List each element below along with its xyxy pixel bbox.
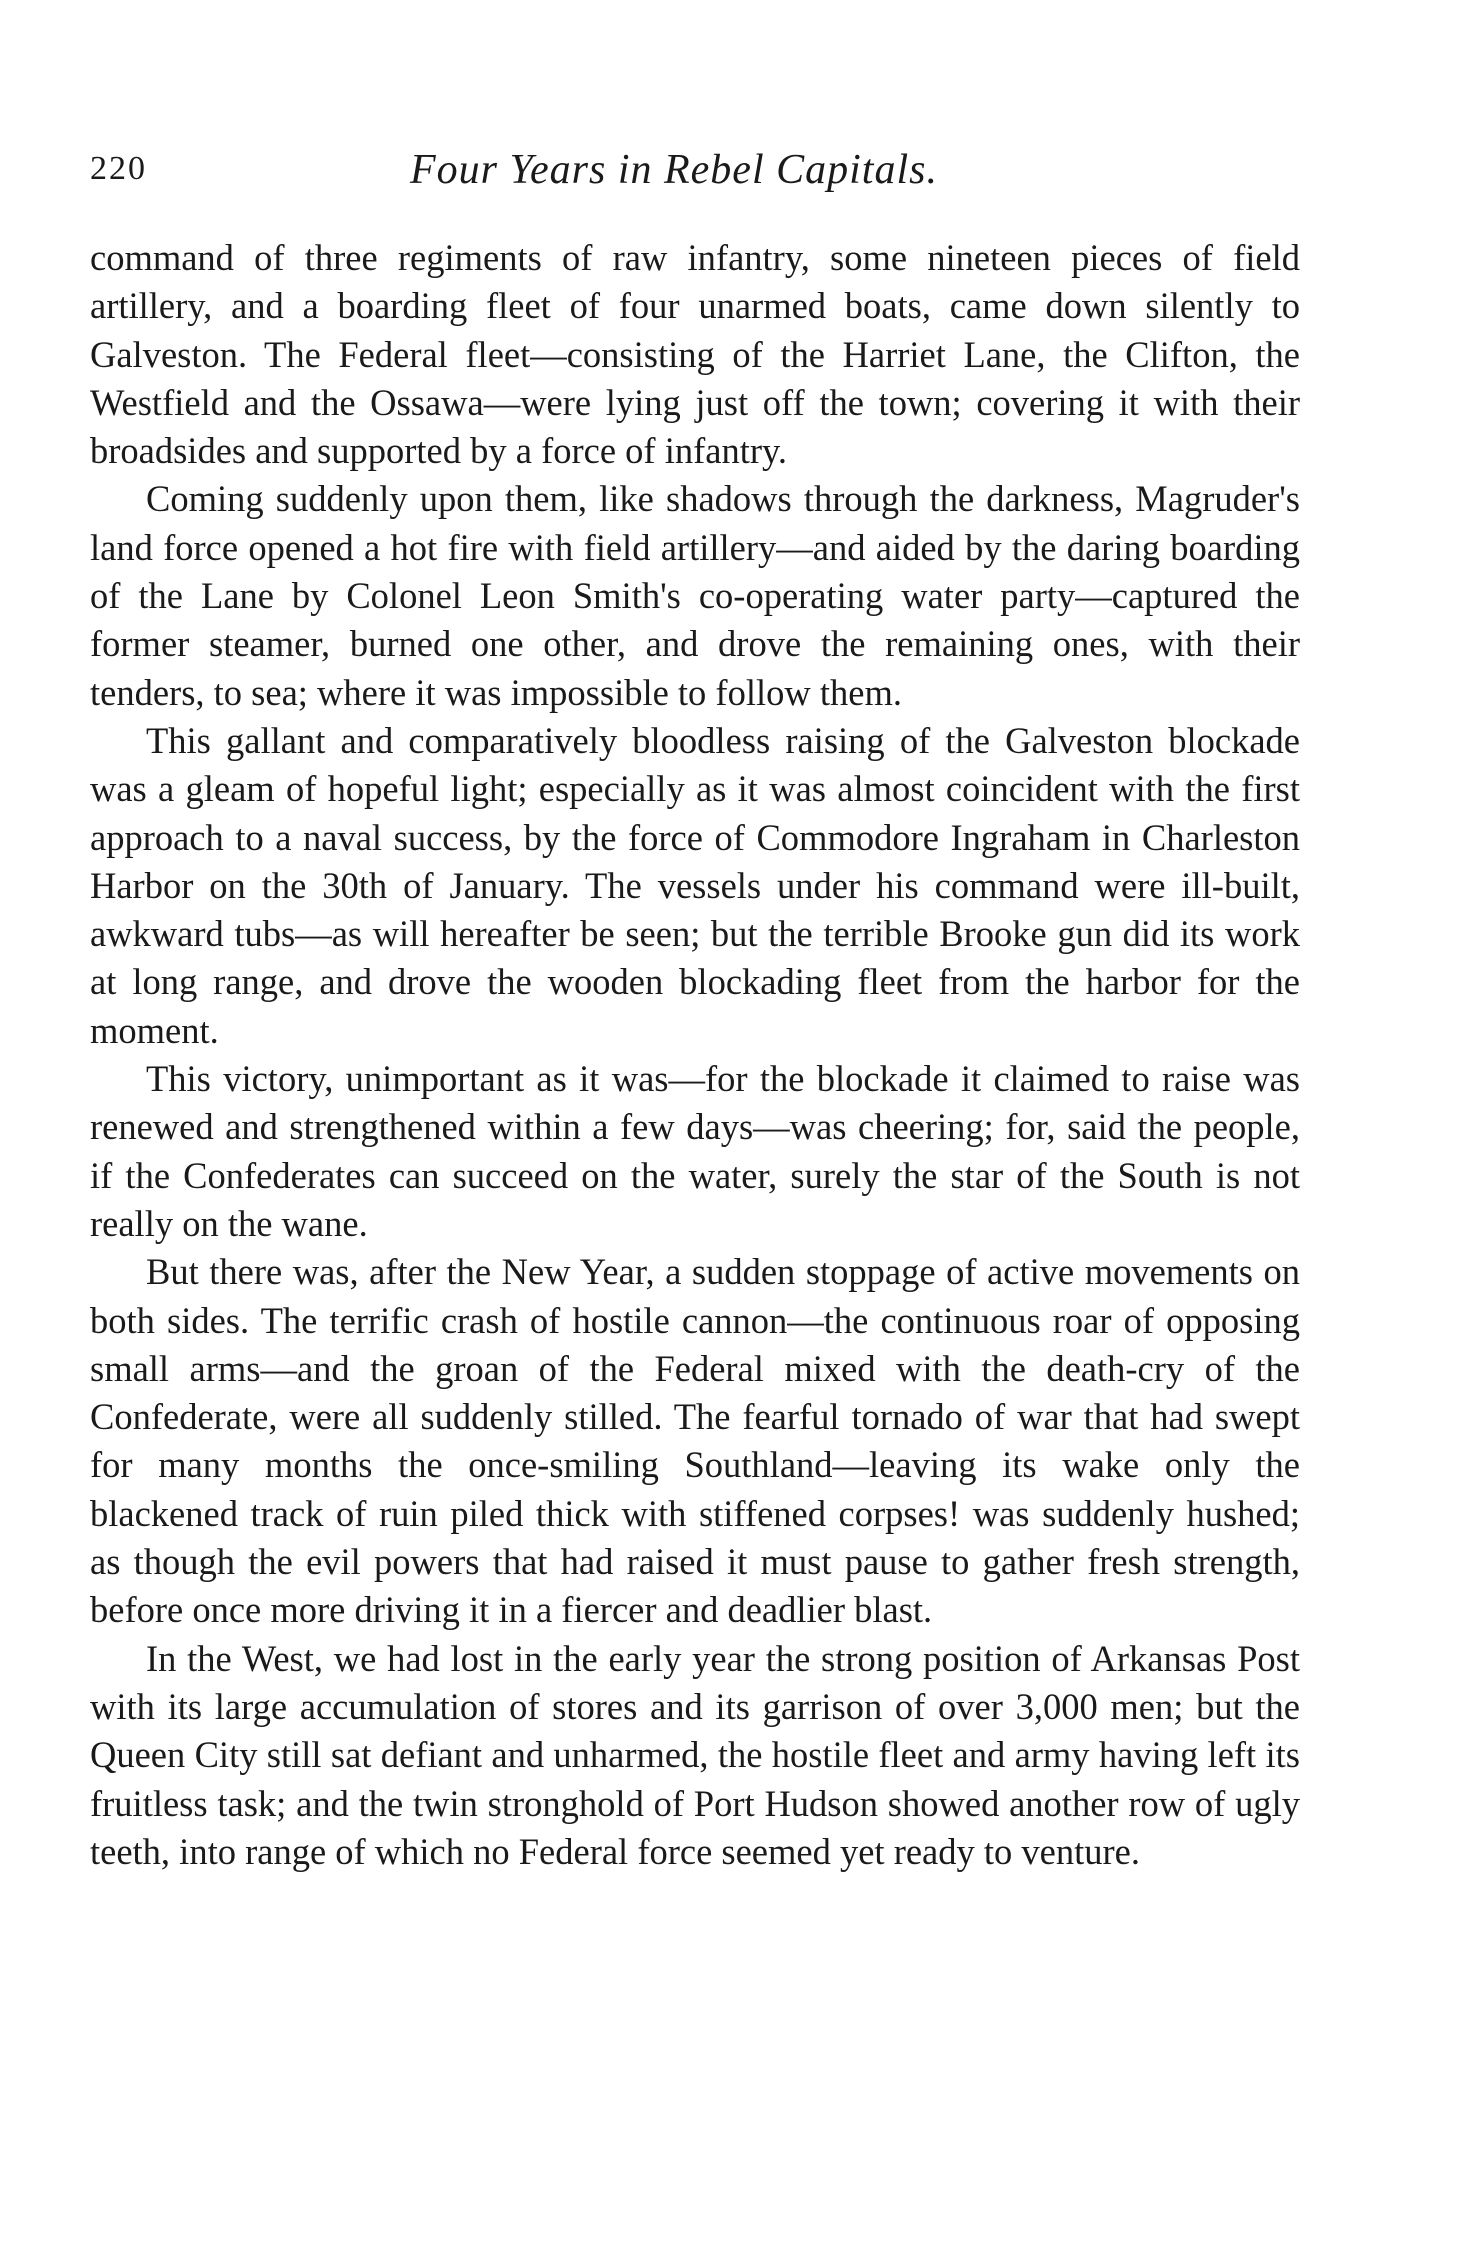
body-text: [90, 234, 1300, 1876]
paragraph: command of three regiments of raw infantry, some nineteen pieces of field artillery, and a boarding fleet of four unarmed boats, came down silently to Galveston. The Federal fleet—consisting of the Harriet Lane, the Clifton, the Westfield and the Ossawa—were lying just off the town; covering it with their broadsides and supported by a force of infantry.: [90, 237, 1300, 472]
paragraph: This victory, unimportant as it was—for the blockade it claimed to raise was renewed and strengthened within a few days—was cheering; for, said the people, if the Confederates can succeed on the water, surely the star of the South is not really on the wane.: [90, 1058, 1300, 1244]
running-title: Four Years in Rebel Capitals.: [410, 147, 938, 193]
running-head: [90, 147, 1300, 200]
paragraph: But there was, after the New Year, a sudden stoppage of active movements on both sides. The terrific crash of hostile cannon—the continuous roar of opposing small arms—and the groan of the Federal mixed with the death-cry of the Confederate, were all suddenly stilled. The fearful tornado of war that had swept for many months the once-smiling Southland—leaving its wake only the blackened track of ruin piled thick with stiffened corpses! was suddenly hushed; as though the evil powers that had raised it must pause to gather fresh strength, before once more driving it in a fiercer and deadlier blast.: [90, 1251, 1300, 1631]
paragraph: Coming suddenly upon them, like shadows through the darkness, Magruder's land force opened a hot fire with field artillery—and aided by the daring boarding of the Lane by Colonel Leon Smith's co-operating water party—captured the former steamer, burned one other, and drove the remaining ones, with their tenders, to sea; where it was impossible to follow them.: [90, 478, 1300, 713]
page-number: 220: [90, 150, 147, 187]
paragraph: This gallant and comparatively bloodless raising of the Galveston blockade was a gleam of hopeful light; especially as it was almost coincident with the first approach to a naval success, by the force of Commodore Ingraham in Charleston Harbor on the 30th of January. The vessels under his command were ill-built, awkward tubs—as will hereafter be seen; but the terrible Brooke gun did its work at long range, and drove the wooden blockading fleet from the harbor for the moment.: [90, 719, 1300, 1051]
paragraph: In the West, we had lost in the early year the strong position of Arkansas Post with its large accumulation of stores and its garrison of over 3,000 men; but the Queen City still sat defiant and unharmed, the hostile fleet and army having left its fruitless task; and the twin stronghold of Port Hudson showed another row of ugly teeth, into range of which no Federal force seemed yet ready to venture.: [90, 1637, 1300, 1872]
